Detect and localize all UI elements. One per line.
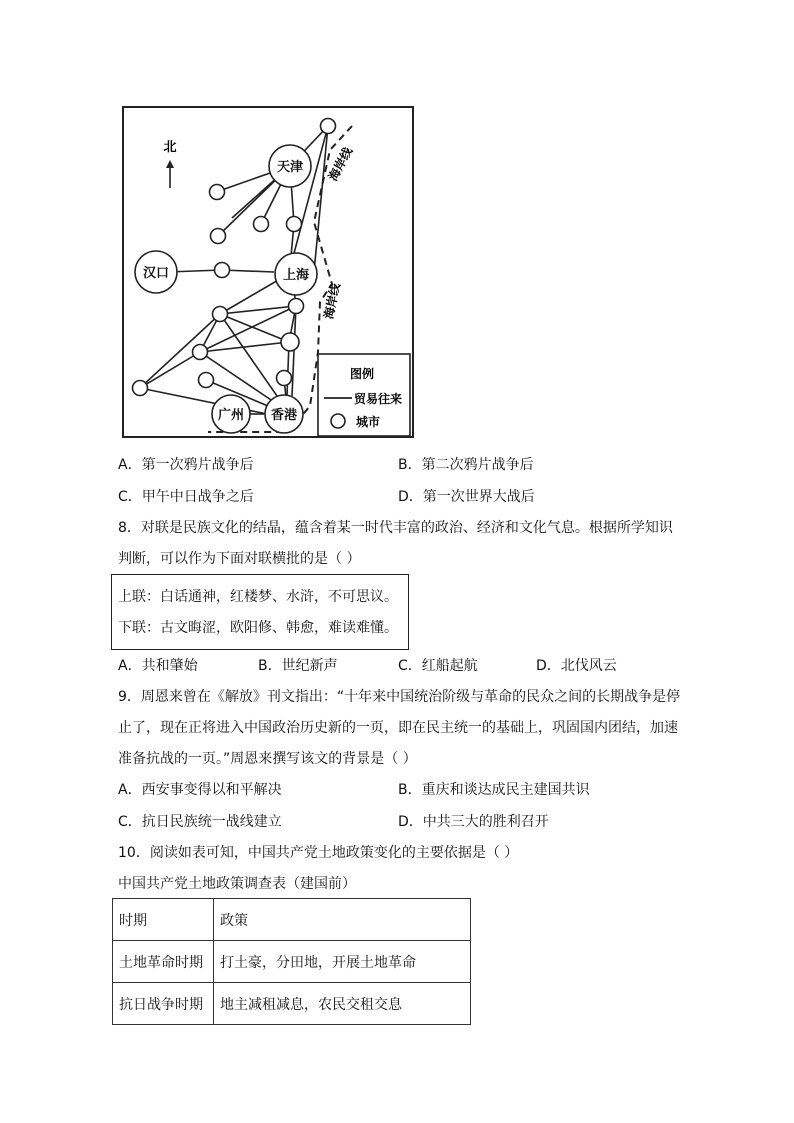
couplet-box [111, 574, 409, 650]
q7-option-b[interactable]: B．第二次鸦片战争后 [398, 457, 534, 473]
couplet-bottom: 下联：古文晦涩，欧阳修、韩愈，难读难懂。 [118, 620, 398, 636]
trade-map [122, 106, 414, 438]
q8-option-b[interactable]: B．世纪新声 [258, 658, 338, 674]
city-label-guangzhou: 广州 [217, 408, 245, 423]
city-label-shanghai: 上海 [282, 268, 310, 283]
city-dot [254, 217, 269, 232]
legend-trade-label: 贸易往来 [354, 392, 403, 406]
table-cell-policy: 打土豪，分田地，开展土地革命 [214, 941, 471, 983]
q9-stem-line2: 止了，现在正将进入中国政治历史新的一页，即在民主统一的基础上，巩固国内团结，加速 [118, 720, 678, 736]
table-cell-period: 抗日战争时期 [113, 983, 214, 1025]
city-dot [281, 333, 299, 351]
city-label-hankou: 汉口 [142, 266, 170, 281]
q7-option-a[interactable]: A．第一次鸦片战争后 [118, 457, 254, 473]
city-dot [210, 185, 225, 200]
q8-stem-line1: 8．对联是民族文化的结晶，蕴含着某一时代丰富的政治、经济和文化气息。根据所学知识 [118, 520, 673, 536]
city-dot [277, 371, 292, 386]
legend-city-label: 城市 [356, 415, 381, 429]
couplet-top: 上联：白话通神，红楼梦、水浒，不可思议。 [118, 589, 398, 605]
q7-option-c[interactable]: C．甲午中日战争之后 [118, 489, 254, 505]
q7-option-d[interactable]: D．第一次世界大战后 [398, 489, 535, 505]
q8-option-d[interactable]: D．北伐风云 [536, 658, 617, 674]
city-dot [211, 229, 226, 244]
legend [318, 354, 410, 436]
north-label: 北 [163, 140, 177, 155]
table-row [113, 941, 471, 983]
city-dot [289, 299, 304, 314]
q9-option-c[interactable]: C．抗日民族统一战线建立 [118, 814, 282, 830]
city-dot [287, 217, 302, 232]
trade-map-figure [122, 106, 414, 438]
city-dot [133, 381, 148, 396]
table-header-period: 时期 [113, 899, 214, 941]
city-label-xianggang: 香港 [270, 408, 298, 423]
land-policy-table [112, 898, 471, 1025]
table-cell-policy: 地主减租减息，农民交租交息 [214, 983, 471, 1025]
q10-stem: 10．阅读如表可知，中国共产党土地政策变化的主要依据是（ ） [118, 845, 519, 861]
city-dot [321, 119, 336, 134]
table-cell-period: 土地革命时期 [113, 941, 214, 983]
q10-table-title: 中国共产党土地政策调查表（建国前） [118, 876, 356, 892]
table-row [113, 983, 471, 1025]
q8-stem-line2: 判断，可以作为下面对联横批的是（ ） [118, 551, 361, 567]
city-label-tianjin: 天津 [276, 160, 304, 175]
coast-label-mid: 海岸线 [321, 282, 343, 321]
q8-option-a[interactable]: A．共和肇始 [118, 658, 198, 674]
city-dot [213, 307, 228, 322]
table-header-policy: 政策 [214, 899, 471, 941]
table-header-row [113, 899, 471, 941]
city-dot [193, 345, 208, 360]
legend-circle-icon [331, 414, 345, 428]
city-dot [215, 263, 230, 278]
q9-stem-line3: 准备抗战的一页。”周恩来撰写该文的背景是（ ） [118, 751, 417, 767]
q9-option-b[interactable]: B．重庆和谈达成民主建国共识 [398, 782, 590, 798]
q8-option-c[interactable]: C．红船起航 [398, 658, 478, 674]
city-dot [199, 373, 214, 388]
q9-stem-line1: 9．周恩来曾在《解放》刊文指出：“十年来中国统治阶级与革命的民众之间的长期战争是停 [118, 689, 681, 705]
q9-option-a[interactable]: A．西安事变得以和平解决 [118, 782, 282, 798]
legend-title: 图例 [349, 367, 375, 381]
q9-option-d[interactable]: D．中共三大的胜利召开 [398, 814, 549, 830]
coast-label-top: 海岸线 [325, 144, 356, 184]
